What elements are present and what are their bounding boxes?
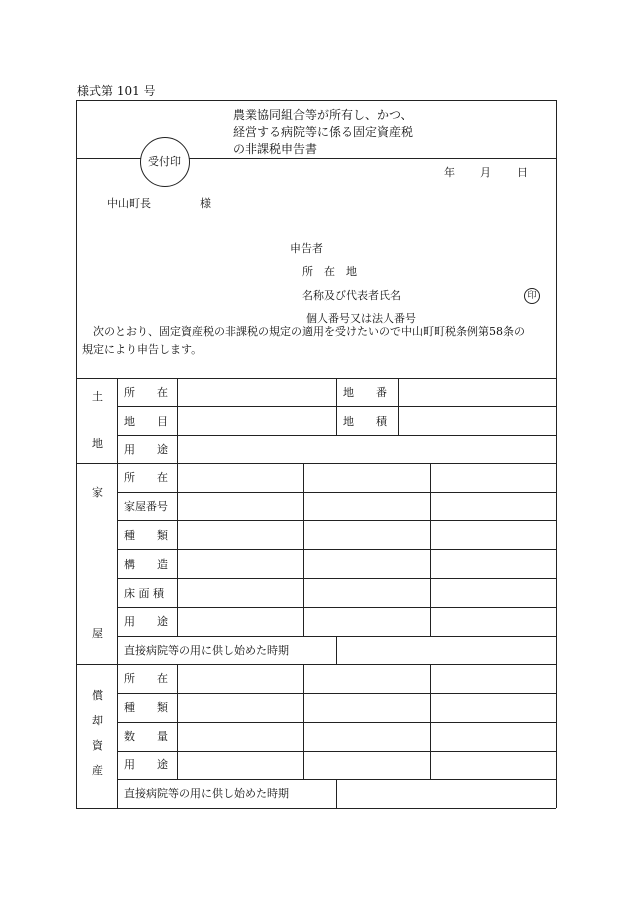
land-mid-divider [336,378,337,435]
category-column-divider [117,378,118,808]
date-day-label: 日 [517,166,528,179]
house-col-divider [303,463,304,636]
seal-mark: 印 [524,288,540,304]
land-label-divider [177,378,178,463]
land-area-label: 地 積 [343,415,387,428]
house-location-label: 所 在 [124,471,168,484]
statement-line-2: 規定により申告します。 [82,343,203,356]
house-number-label: 家屋番号 [124,500,168,513]
house-start-divider [336,636,337,664]
land-row-line [117,435,556,436]
applicant-name-label: 名称及び代表者氏名 [302,289,401,302]
applicant-number-label: 個人番号又は法人番号 [306,312,416,325]
asset-usage-label: 用 途 [124,758,168,771]
asset-location-label: 所 在 [124,672,168,685]
land-lot-number-label: 地 番 [343,386,387,399]
applicant-header: 申告者 [290,242,323,255]
addressee-suffix: 様 [200,197,211,210]
asset-row-line [117,693,556,694]
asset-col-divider [430,664,431,779]
table-left-border [76,378,77,808]
asset-label-char: 却 [92,714,103,727]
asset-label-char: 産 [92,764,103,777]
house-type-label: 種 類 [124,529,168,542]
land-usage-label: 用 途 [124,443,168,456]
form-number: 様式第 101 号 [77,84,156,98]
table-bottom-border [76,808,556,809]
house-row-line [117,549,556,550]
title-line: 経営する病院等に係る固定資産税 [233,125,414,139]
house-label-divider [177,463,178,636]
house-label-char: 家 [92,486,103,499]
reception-stamp-label: 受付印 [148,155,181,168]
land-mid-divider-2 [398,378,399,435]
applicant-address-label: 所 在 地 [302,265,357,278]
asset-row-line [117,722,556,723]
form-title [233,107,413,158]
addressee-name: 中山町長 [107,197,151,210]
asset-label-char: 資 [92,739,103,752]
right-border-top [556,100,557,378]
statement-line-1: 次のとおり、固定資産税の非課税の規定の適用を受けたいので中山町町税条例第58条の [93,325,525,338]
asset-start-date-label: 直接病院等の用に供し始めた時期 [124,787,289,800]
house-row-line [117,607,556,608]
house-label-char: 屋 [92,627,103,640]
house-floor-area-label: 床 面 積 [124,587,164,600]
land-category-label: 地 目 [124,415,168,428]
land-label-char: 地 [92,437,103,450]
title-line: の非課税申告書 [233,142,318,156]
asset-row-line [117,751,556,752]
table-top-border [76,378,556,379]
asset-label-divider [177,664,178,779]
land-house-divider [76,463,556,464]
house-usage-label: 用 途 [124,615,168,628]
house-asset-divider [76,664,556,665]
title-line: 農業協同組合等が所有し、かつ、 [233,108,413,122]
house-row-line [117,578,556,579]
asset-col-divider [303,664,304,779]
asset-quantity-label: 数 量 [124,730,168,743]
asset-type-label: 種 類 [124,701,168,714]
left-border-top [76,100,77,378]
table-right-border [556,378,557,808]
house-start-date-label: 直接病院等の用に供し始めた時期 [124,644,289,657]
house-col-divider [430,463,431,636]
land-label-char: 土 [92,390,103,403]
house-row-line [117,492,556,493]
land-location-label: 所 在 [124,386,168,399]
top-border [76,100,556,101]
date-month-label: 月 [480,166,491,179]
house-row-line [117,520,556,521]
asset-start-divider [336,779,337,808]
asset-label-char: 償 [92,689,103,702]
date-year-label: 年 [444,166,455,179]
house-structure-label: 構 造 [124,558,168,571]
